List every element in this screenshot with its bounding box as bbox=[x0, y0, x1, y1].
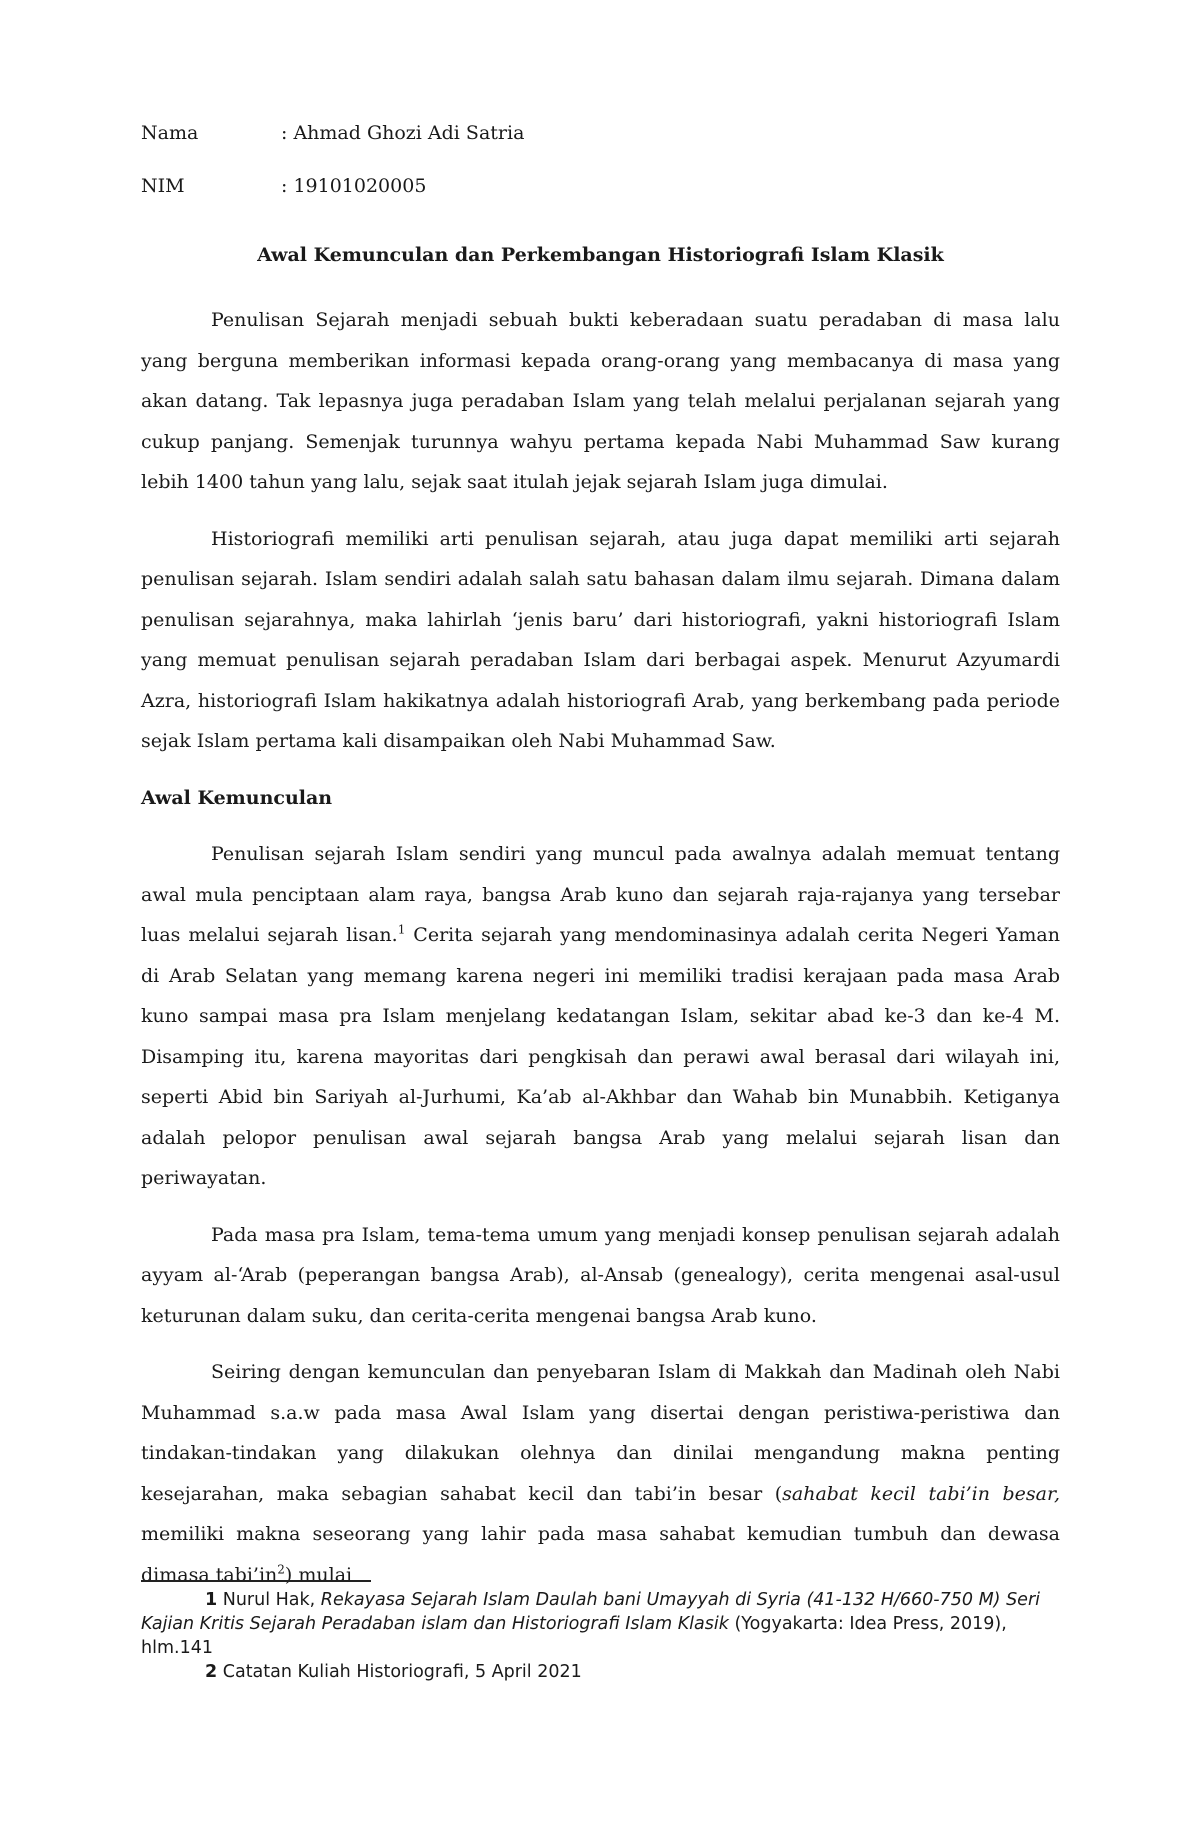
footnotes bbox=[141, 1588, 1060, 1684]
text-run: Cerita sejarah yang mendominasinya adalah cerita Negeri Yaman di Arab Selatan yang memang karena negeri ini memiliki tradisi kerajaan pada masa Arab kuno sampai masa pra Islam menjelang kedatangan Islam, sekitar abad ke-3 dan ke-4 M. Disamping itu, karena mayoritas dari pengkisah dan perawi awal berasal dari wilayah ini, seperti Abid bin Sariyah al-Jurhumi, Ka’ab al-Akhbar dan Wahab bin Munabbih. Ketiganya adalah pelopor penulisan awal sejarah bangsa Arab yang melalui sejarah lisan dan periwayatan. bbox=[141, 924, 1060, 1189]
text-run: Seiring dengan kemunculan dan penyebaran Islam di Makkah dan Madinah oleh Nabi Muhammad s.a.w pada masa Awal Islam yang disertai dengan peristiwa-peristiwa dan tindakan-tindakan yang dilakukan olehnya dan dinilai mengandung makna penting kesejarahan, maka sebagian sahabat kecil dan tabi’in besar ( bbox=[141, 1361, 1060, 1505]
footnote bbox=[141, 1660, 1060, 1684]
paragraph bbox=[141, 300, 1060, 503]
text-run: (Yogyakarta: Idea Press, 2019), hlm.141 bbox=[141, 1614, 1007, 1658]
name-value: : Ahmad Ghozi Adi Satria bbox=[281, 122, 525, 144]
text-run: ) mulai bbox=[284, 1563, 353, 1586]
paragraph bbox=[141, 519, 1060, 762]
footnote-number: 2 bbox=[205, 1662, 218, 1682]
name-label: Nama bbox=[141, 122, 199, 144]
text-run: Penulisan Sejarah menjadi sebuah bukti keberadaan suatu peradaban di masa lalu yang berguna memberikan informasi kepada orang-orang yang membacanya di masa yang akan datang. Tak lepasnya juga peradaban Islam yang telah melalui perjalanan sejarah yang cukup panjang. Semenjak turunnya wahyu pertama kepada Nabi Muhammad Saw kurang lebih 1400 tahun yang lalu, sejak saat itulah jejak sejarah Islam juga dimulai. bbox=[141, 309, 1060, 493]
nim-value: : 19101020005 bbox=[281, 175, 427, 197]
footnote-number: 1 bbox=[205, 1590, 218, 1610]
text-run: Awal Kemunculan bbox=[141, 786, 333, 809]
paragraph bbox=[141, 834, 1060, 1199]
footnote-ref: 2 bbox=[277, 1562, 285, 1577]
text-run: Pada masa pra Islam, tema-tema umum yang menjadi konsep penulisan sejarah adalah ayyam al-‘Arab (peperangan bangsa Arab), al-Ansab (genealogy), cerita mengenai asal-usul keturunan dalam suku, dan cerita-cerita mengenai bangsa Arab kuno. bbox=[141, 1223, 1060, 1327]
name-row bbox=[141, 122, 524, 144]
paragraph bbox=[141, 1215, 1060, 1337]
footnote-ref: 1 bbox=[397, 922, 406, 937]
text-run: Penulisan sejarah Islam sendiri yang muncul pada awalnya adalah memuat tentang awal mula penciptaan alam raya, bangsa Arab kuno dan sejarah raja-rajanya yang tersebar luas melalui sejarah lisan. bbox=[141, 843, 1060, 946]
text-run: Catatan Kuliah Historiografi, 5 April 2021 bbox=[217, 1662, 582, 1682]
nim-label: NIM bbox=[141, 175, 185, 197]
document-body bbox=[141, 300, 1060, 1611]
document-title: Awal Kemunculan dan Perkembangan Historiografi Islam Klasik bbox=[257, 244, 944, 266]
footnote bbox=[141, 1588, 1060, 1660]
text-run: Historiografi memiliki arti penulisan sejarah, atau juga dapat memiliki arti sejarah penulisan sejarah. Islam sendiri adalah salah satu bahasan dalam ilmu sejarah. Dimana dalam penulisan sejarahnya, maka lahirlah ‘jenis baru’ dari historiografi, yakni historiografi Islam yang memuat penulisan sejarah peradaban Islam dari berbagai aspek. Menurut Azyumardi Azra, historiografi Islam hakikatnya adalah historiografi Arab, yang berkembang pada periode sejak Islam pertama kali disampaikan oleh Nabi Muhammad Saw. bbox=[141, 527, 1060, 752]
italic-text: sahabat kecil tabi’in besar, bbox=[782, 1482, 1061, 1505]
section-heading bbox=[141, 778, 1060, 819]
text-run: Nurul Hak, bbox=[217, 1590, 321, 1610]
italic-text: Rekayasa Sejarah Islam Daulah bani Umayyah di Syria (41-132 H/660-750 M) Seri Kajian Kritis Sejarah Peradaban islam dan Historiografi Islam Klasik bbox=[141, 1590, 1040, 1634]
footnote-divider bbox=[141, 1580, 371, 1582]
nim-row bbox=[141, 175, 426, 197]
text-run: memiliki makna seseorang yang lahir pada masa sahabat kemudian tumbuh dan dewasa dimasa tabi’in bbox=[141, 1523, 1060, 1586]
paragraph bbox=[141, 1352, 1060, 1595]
